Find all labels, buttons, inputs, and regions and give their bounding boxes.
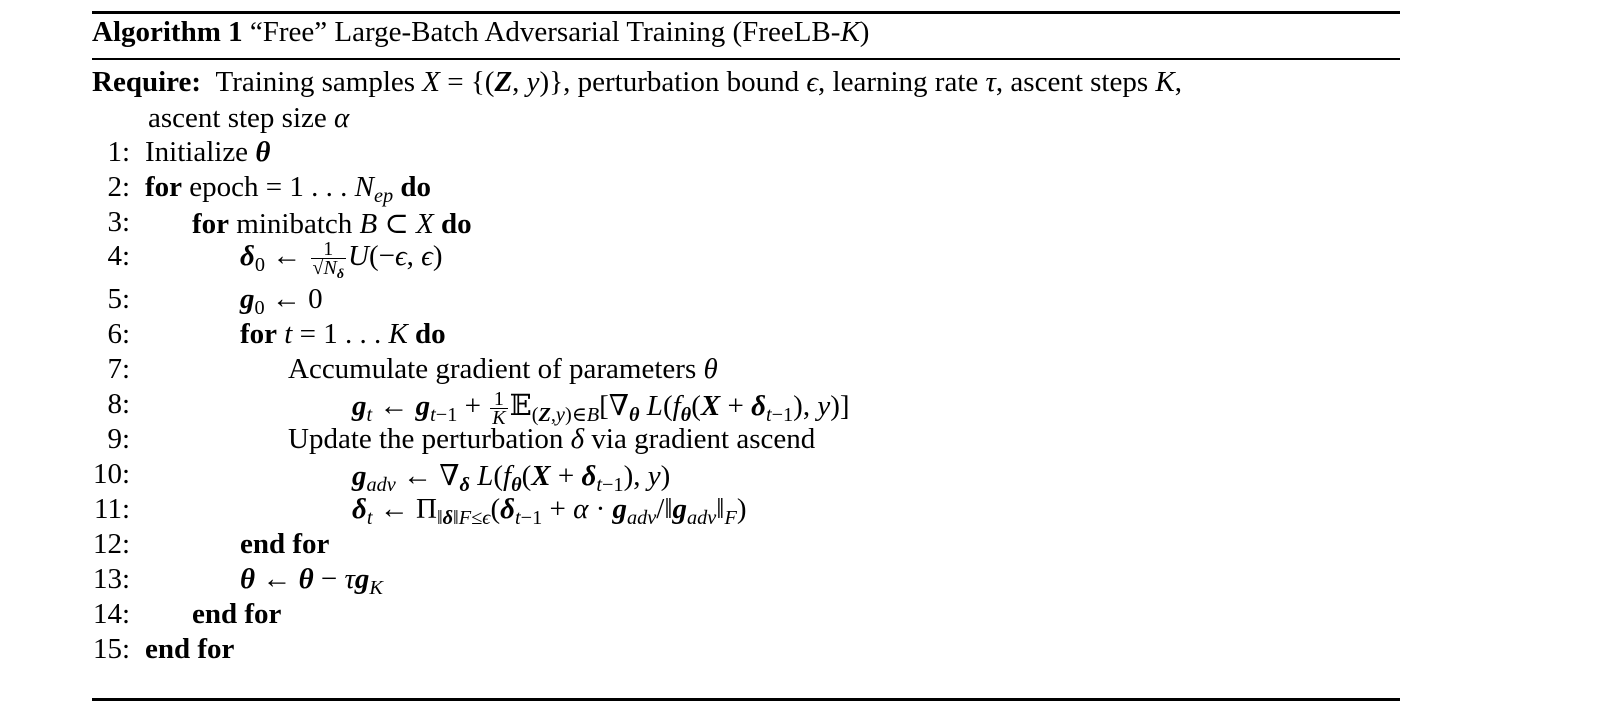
line-body: for t = 1 . . . K do xyxy=(240,318,446,350)
line-body: for minibatch B ⊂ X do xyxy=(192,208,472,240)
line-number: 11: xyxy=(94,493,130,525)
bottom-rule xyxy=(92,698,1400,701)
line-number: 6: xyxy=(107,318,130,350)
require-text: Training samples X = {(Z, y)}, perturbation bound ϵ, learning rate τ, ascent steps K, xyxy=(208,66,1182,98)
line-body: $g_{adv}$ ← $\nabla_\delta$ $L(f_\theta(X + \delta_{t-1})$, y) xyxy=(352,460,671,497)
line-body: θ ← $\theta - \tau g_K$ xyxy=(240,563,383,600)
line-body: $g_0$ ← 0 xyxy=(240,283,323,320)
line-number: 3: xyxy=(107,206,130,238)
line-number: 8: xyxy=(107,388,130,420)
top-rule xyxy=(92,11,1400,14)
line-number: 5: xyxy=(107,283,130,315)
require-block xyxy=(92,64,1412,136)
line-number: 13: xyxy=(92,563,130,595)
line-number: 12: xyxy=(92,528,130,560)
line-body: Initialize θ xyxy=(145,136,271,168)
line-body: $\delta_0$ ← $\frac{1}{√N_\delta}$ U(−ϵ, ϵ) xyxy=(240,238,443,283)
line-body: Accumulate gradient of parameters θ xyxy=(288,353,718,385)
line-number: 15: xyxy=(92,633,130,665)
line-body: $g_t$ ← $g_{t-1}$ + $\frac{1}{K}$ $𝔼_{(Z,y)\in B}[\nabla_\theta$ $L(f_\theta(X + \delta_{t-1})$, y)] xyxy=(352,387,850,429)
line-number: 7: xyxy=(107,353,130,385)
algorithm-caption xyxy=(92,16,869,49)
line-number: 1: xyxy=(107,136,130,168)
line-body: for epoch = 1 . . . $N_{ep}$ do xyxy=(145,171,432,208)
line-body: Update the perturbation δ via gradient ascend xyxy=(288,423,816,455)
line-body: end for xyxy=(145,633,235,665)
line-body: $\delta_t$ ← $\Pi_{‖\delta‖F\le\epsilon}(\delta_{t-1} + \alpha$ · $g_{adv}/‖g_{adv}‖_F$) xyxy=(352,493,747,530)
line-number: 9: xyxy=(107,423,130,455)
line-body: end for xyxy=(192,598,282,630)
line-number: 4: xyxy=(107,240,130,272)
line-number: 10: xyxy=(92,458,130,490)
line-number: 2: xyxy=(107,171,130,203)
line-number: 14: xyxy=(92,598,130,630)
mid-rule xyxy=(92,58,1400,60)
algorithm-label: Algorithm 1 xyxy=(92,16,243,48)
algorithm-title: “Free” Large-Batch Adversarial Training (FreeLB-K) xyxy=(249,16,870,48)
require-continuation: ascent step size α xyxy=(148,102,350,134)
require-keyword: Require: xyxy=(92,66,202,98)
line-body: end for xyxy=(240,528,330,560)
